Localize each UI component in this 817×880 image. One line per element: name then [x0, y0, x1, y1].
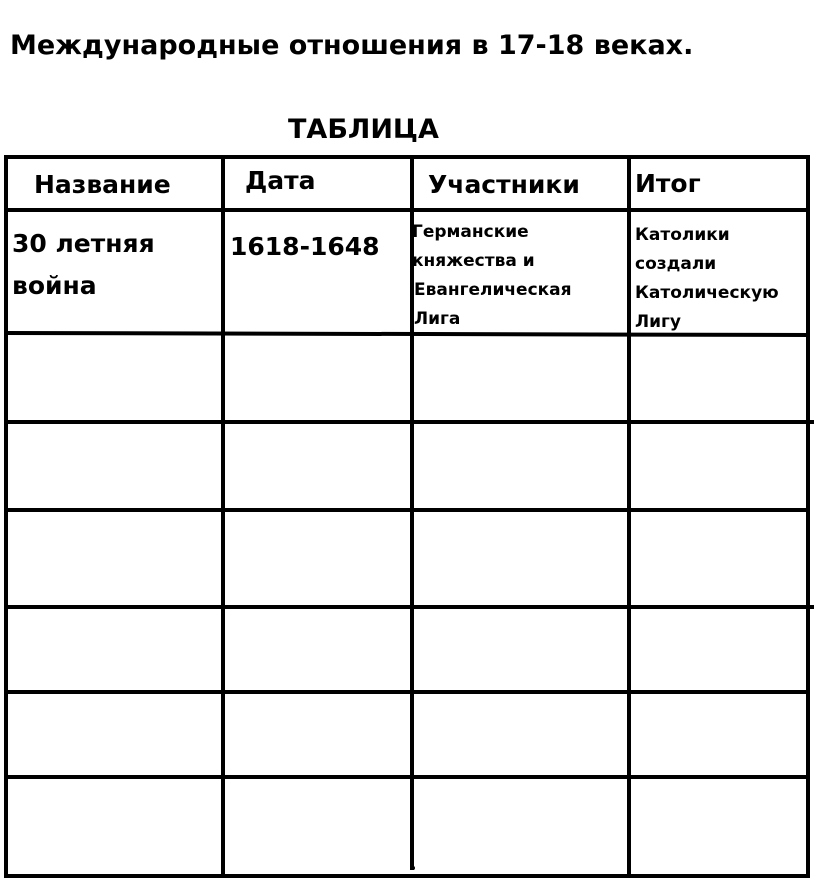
pen-mark: [463, 155, 467, 159]
row1-participants-line2: княжества и: [412, 251, 535, 271]
page-heading: Международные отношения в 17-18 веках.: [10, 30, 694, 61]
column-header-name: Название: [34, 170, 171, 199]
row1-result-line3: Католическую: [635, 283, 779, 303]
row1-result-line1: Католики: [635, 225, 730, 245]
row1-participants-line4: Лига: [414, 309, 461, 329]
row1-result-line2: создали: [635, 254, 717, 274]
column-header-date: Дата: [245, 166, 316, 195]
column-header-result: Итог: [635, 169, 701, 198]
grid-line: [6, 333, 808, 335]
row1-name-line1: 30 летняя: [12, 229, 155, 258]
row1-result-line4: Лигу: [635, 312, 681, 332]
table-title: ТАБЛИЦА: [288, 114, 439, 145]
column-header-participants: Участники: [428, 170, 580, 199]
row1-name-line2: война: [12, 271, 97, 300]
row1-participants-line3: Евангелическая: [414, 280, 572, 300]
row1-date: 1618-1648: [230, 232, 380, 261]
pen-mark: [411, 866, 415, 870]
row1-participants-line1: Германские: [412, 222, 529, 242]
